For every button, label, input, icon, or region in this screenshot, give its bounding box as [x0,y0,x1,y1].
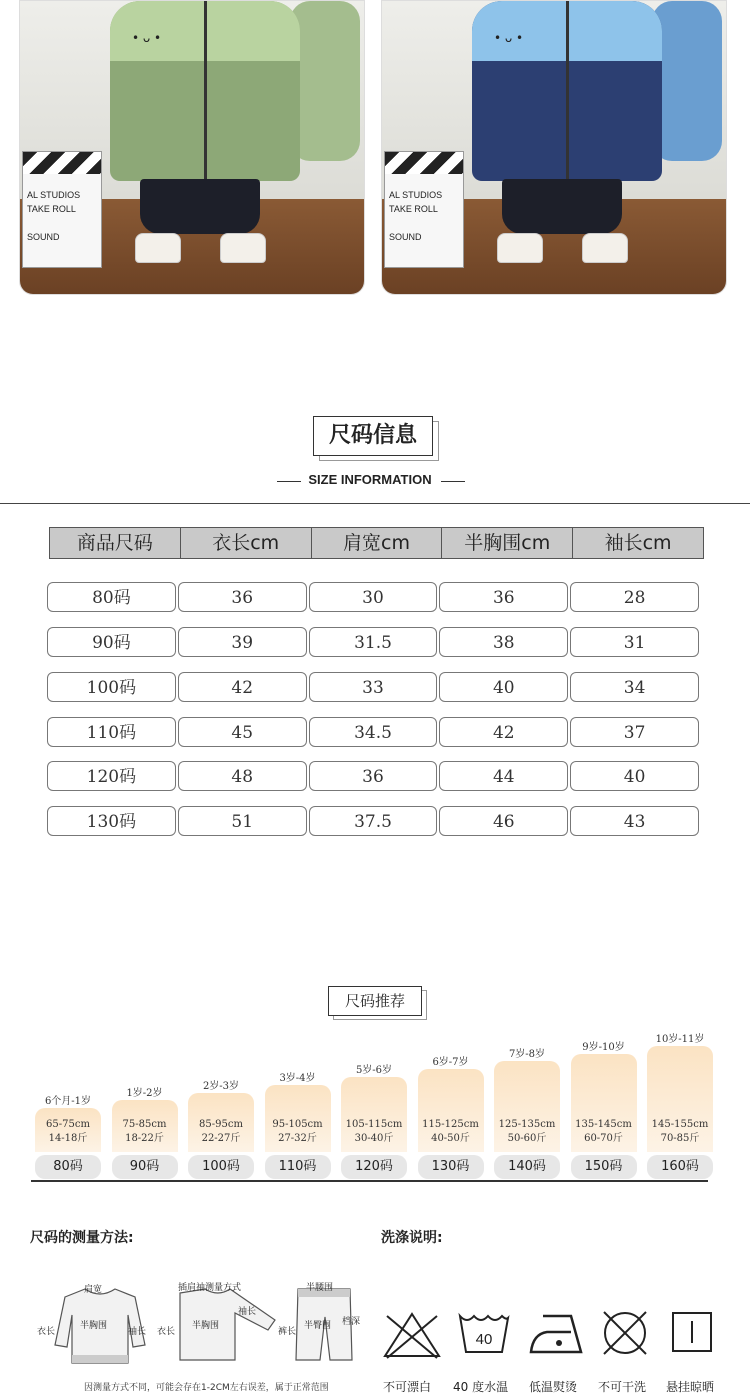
wash-title: 洗涤说明: [381,1230,443,1246]
recommend-bar [647,1046,713,1152]
recommend-size: 120码 [341,1155,407,1179]
size-info-title: 尺码信息 [313,416,433,456]
header-sleeve: 袖长cm [604,532,672,554]
recommend-bar [494,1061,560,1152]
recommend-weight: 40-50斤 [431,1132,470,1144]
recommend-height: 75-85cm [122,1118,167,1130]
recommend-bar [341,1077,407,1152]
table-cell: 42 [178,672,307,702]
table-cell: 42 [439,717,568,747]
wash-label-low-iron: 低温熨烫 [529,1380,578,1394]
clapperboard: AL STUDIOS TAKE ROLL SOUND [384,151,464,268]
recommend-age: 6岁-7岁 [432,1057,469,1069]
low-iron-icon [527,1310,585,1356]
table-cell: 51 [178,806,307,836]
recommend-weight: 50-60斤 [507,1132,547,1144]
size-table-header [49,527,704,559]
table-cell: 110码 [47,717,176,747]
recommend-size: 80码 [35,1155,101,1179]
recommend-height: 135-145cm [575,1118,632,1130]
no-bleach-icon [381,1310,443,1360]
label-waist: 半腰围 [306,1283,334,1293]
header-length: 衣长cm [181,528,312,558]
table-cell: 43 [570,806,699,836]
table-cell: 90码 [47,627,176,657]
recommend-weight: 27-32斤 [278,1132,317,1144]
recommend-age: 2岁-3岁 [202,1080,240,1092]
table-cell: 39 [178,627,307,657]
label-length2: 衣长 [157,1327,176,1337]
recommend-age: 6个月-1岁 [44,1096,92,1108]
table-cell: 44 [439,761,568,791]
recommend-bar [418,1069,484,1152]
table-cell: 80码 [47,582,176,612]
wash-label-no-bleach: 不可漂白 [383,1380,432,1394]
table-cell: 36 [439,582,568,612]
wash-label-no-dry-clean: 不可干洗 [598,1380,647,1394]
section-divider [0,503,750,504]
label-raglan: 插肩袖测量方式 [178,1283,242,1293]
recommend-size: 100码 [188,1155,254,1179]
measure-title: 尺码的测量方法: [30,1230,134,1246]
recommend-height: 65-75cm [46,1118,90,1130]
recommend-weight: 70-85斤 [660,1132,700,1144]
recommend-size: 130码 [418,1155,484,1179]
wash-label-hang-dry: 悬挂晾晒 [666,1380,715,1394]
table-cell: 130码 [47,806,176,836]
label-pants-length: 裤长 [278,1327,297,1337]
label-chest2: 半胸围 [192,1321,220,1331]
label-thigh: 半臀围 [304,1321,332,1331]
table-cell: 34 [570,672,699,702]
recommend-bar [35,1108,101,1152]
recommend-title: 尺码推荐 [328,986,422,1016]
label-chest: 半胸围 [80,1321,108,1331]
face-icon: • ᴗ • [132,31,162,45]
header-chest: 半胸围cm [442,528,573,558]
header-shoulder: 肩宽cm [312,528,443,558]
recommend-bar [112,1100,178,1152]
recommend-weight: 14-18斤 [48,1132,88,1144]
table-cell: 40 [439,672,568,702]
recommend-size: 90码 [112,1155,178,1179]
recommend-age: 7岁-8岁 [508,1049,546,1061]
recommend-age: 3岁-4岁 [279,1072,316,1084]
table-cell: 33 [309,672,438,702]
recommend-height: 115-125cm [422,1118,479,1130]
recommend-height: 85-95cm [199,1118,243,1130]
recommend-bar [571,1054,637,1152]
wash-temp: 40 [475,1331,493,1348]
recommend-size: 150码 [571,1155,637,1179]
hang-dry-icon [670,1310,714,1354]
table-cell: 28 [570,582,699,612]
table-row [47,717,701,747]
recommend-size: 110码 [265,1155,331,1179]
recommend-age: 5岁-6岁 [355,1065,393,1076]
table-cell: 40 [570,761,699,791]
label-sleeve: 袖长 [128,1327,147,1337]
recommend-size: 160码 [647,1155,713,1179]
recommend-weight: 30-40斤 [354,1133,394,1144]
recommend-size: 140码 [494,1155,560,1179]
label-shoulder: 肩宽 [84,1285,103,1295]
recommend-weight: 22-27斤 [201,1132,241,1144]
table-row [47,627,701,657]
recommend-height: 95-105cm [272,1118,323,1130]
recommend-height: 125-135cm [498,1118,556,1130]
recommend-age: 10岁-11岁 [655,1033,705,1045]
recommend-height: 105-115cm [345,1119,403,1130]
measure-note: 因测量方式不同，可能会存在1-2CM左右误差，属于正常范围 [84,1383,329,1393]
table-cell: 46 [439,806,568,836]
table-cell: 37 [570,717,699,747]
table-cell: 45 [178,717,307,747]
table-cell: 100码 [47,672,176,702]
table-cell: 30 [309,582,438,612]
no-dry-clean-icon [600,1308,650,1358]
label-hip: 档深 [342,1317,361,1327]
recommend-weight: 18-22斤 [125,1132,164,1144]
header-size: 商品尺码 [50,528,181,558]
table-row [47,761,701,791]
wash-40-icon [456,1310,512,1356]
table-cell: 36 [309,761,438,791]
recommend-bar [188,1093,254,1152]
recommend-age: 9岁-10岁 [582,1041,625,1053]
recommend-weight: 60-70斤 [584,1132,623,1144]
label-sleeve2: 袖长 [238,1307,257,1317]
table-cell: 34.5 [309,717,438,747]
clapperboard: AL STUDIOS TAKE ROLL SOUND [22,151,102,268]
face-icon: • ᴗ • [494,31,524,45]
blue-jacket-photo [381,0,727,295]
recommend-age: 1岁-2岁 [126,1088,163,1100]
table-cell: 48 [178,761,307,791]
recommend-height: 145-155cm [651,1118,709,1130]
recommend-baseline [31,1180,708,1182]
table-row [47,806,701,836]
table-cell: 37.5 [309,806,438,836]
label-length: 衣长 [37,1327,56,1337]
table-row [47,672,701,702]
table-cell: 120码 [47,761,176,791]
table-cell: 31 [570,627,699,657]
table-cell: 38 [439,627,568,657]
recommend-bar [265,1085,331,1152]
green-jacket-photo [19,0,365,295]
wash-label-40: 40 度水温 [453,1380,509,1394]
size-info-subtitle: SIZE INFORMATION [308,472,432,487]
table-cell: 36 [178,582,307,612]
table-cell: 31.5 [309,627,438,657]
table-row [47,582,701,612]
